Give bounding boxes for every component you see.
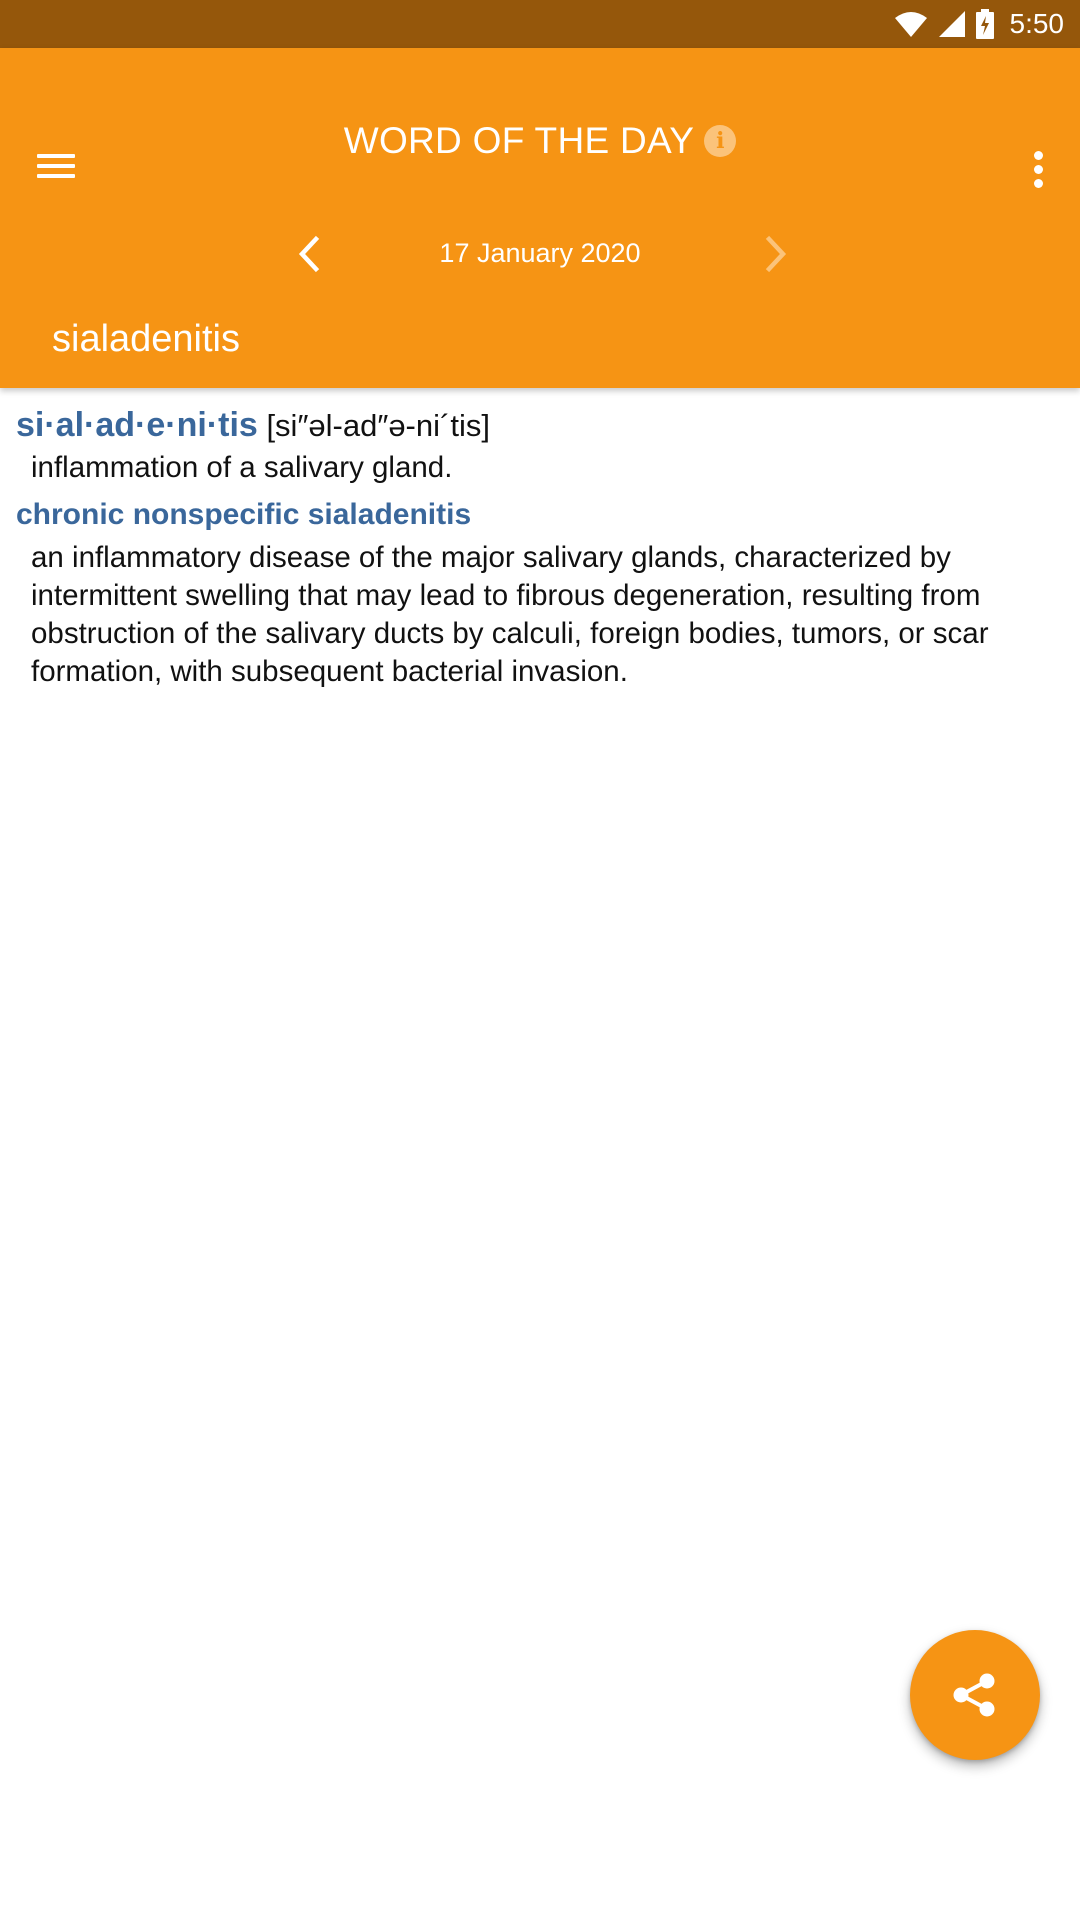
previous-day-button[interactable] xyxy=(280,223,340,283)
status-time: 5:50 xyxy=(1009,8,1064,39)
date-navigator xyxy=(0,223,1080,283)
title-wrap xyxy=(0,105,1080,177)
overflow-menu-button[interactable] xyxy=(1008,130,1068,202)
subentry-definition: an inflammatory disease of the major salivary glands, characterized by intermittent swelling that may lead to fibrous degeneration, resulting from obstruction of the salivary ducts by calculi, foreign bodies, tumors, or scar formation, with subsequent bacterial invasion. xyxy=(31,541,989,688)
chevron-left-icon xyxy=(280,223,340,283)
headword-line xyxy=(16,404,1060,447)
wifi-icon xyxy=(894,10,928,38)
chevron-right-icon xyxy=(745,223,805,283)
definition: inflammation of a salivary gland. xyxy=(31,451,453,484)
next-day-button[interactable] xyxy=(745,223,805,283)
info-icon[interactable]: i xyxy=(704,125,736,157)
word-heading: sialadenitis xyxy=(52,318,240,360)
app-bar xyxy=(0,48,1080,388)
headword: si·al·ad·e·ni·tis xyxy=(16,406,258,444)
subentry-term[interactable]: chronic nonspecific sialadenitis xyxy=(16,498,472,531)
entry-content xyxy=(16,404,1060,691)
share-button[interactable] xyxy=(910,1630,1040,1760)
pronunciation: [si″əl-ad″ə-ni´tis] xyxy=(266,408,490,443)
page-title: WORD OF THE DAY xyxy=(343,120,695,161)
battery-charging-icon xyxy=(976,9,994,39)
status-icons xyxy=(894,0,1065,48)
status-bar xyxy=(0,0,1080,48)
share-icon xyxy=(947,1667,1003,1723)
date-label: 17 January 2020 xyxy=(439,238,641,268)
signal-icon xyxy=(938,10,966,38)
